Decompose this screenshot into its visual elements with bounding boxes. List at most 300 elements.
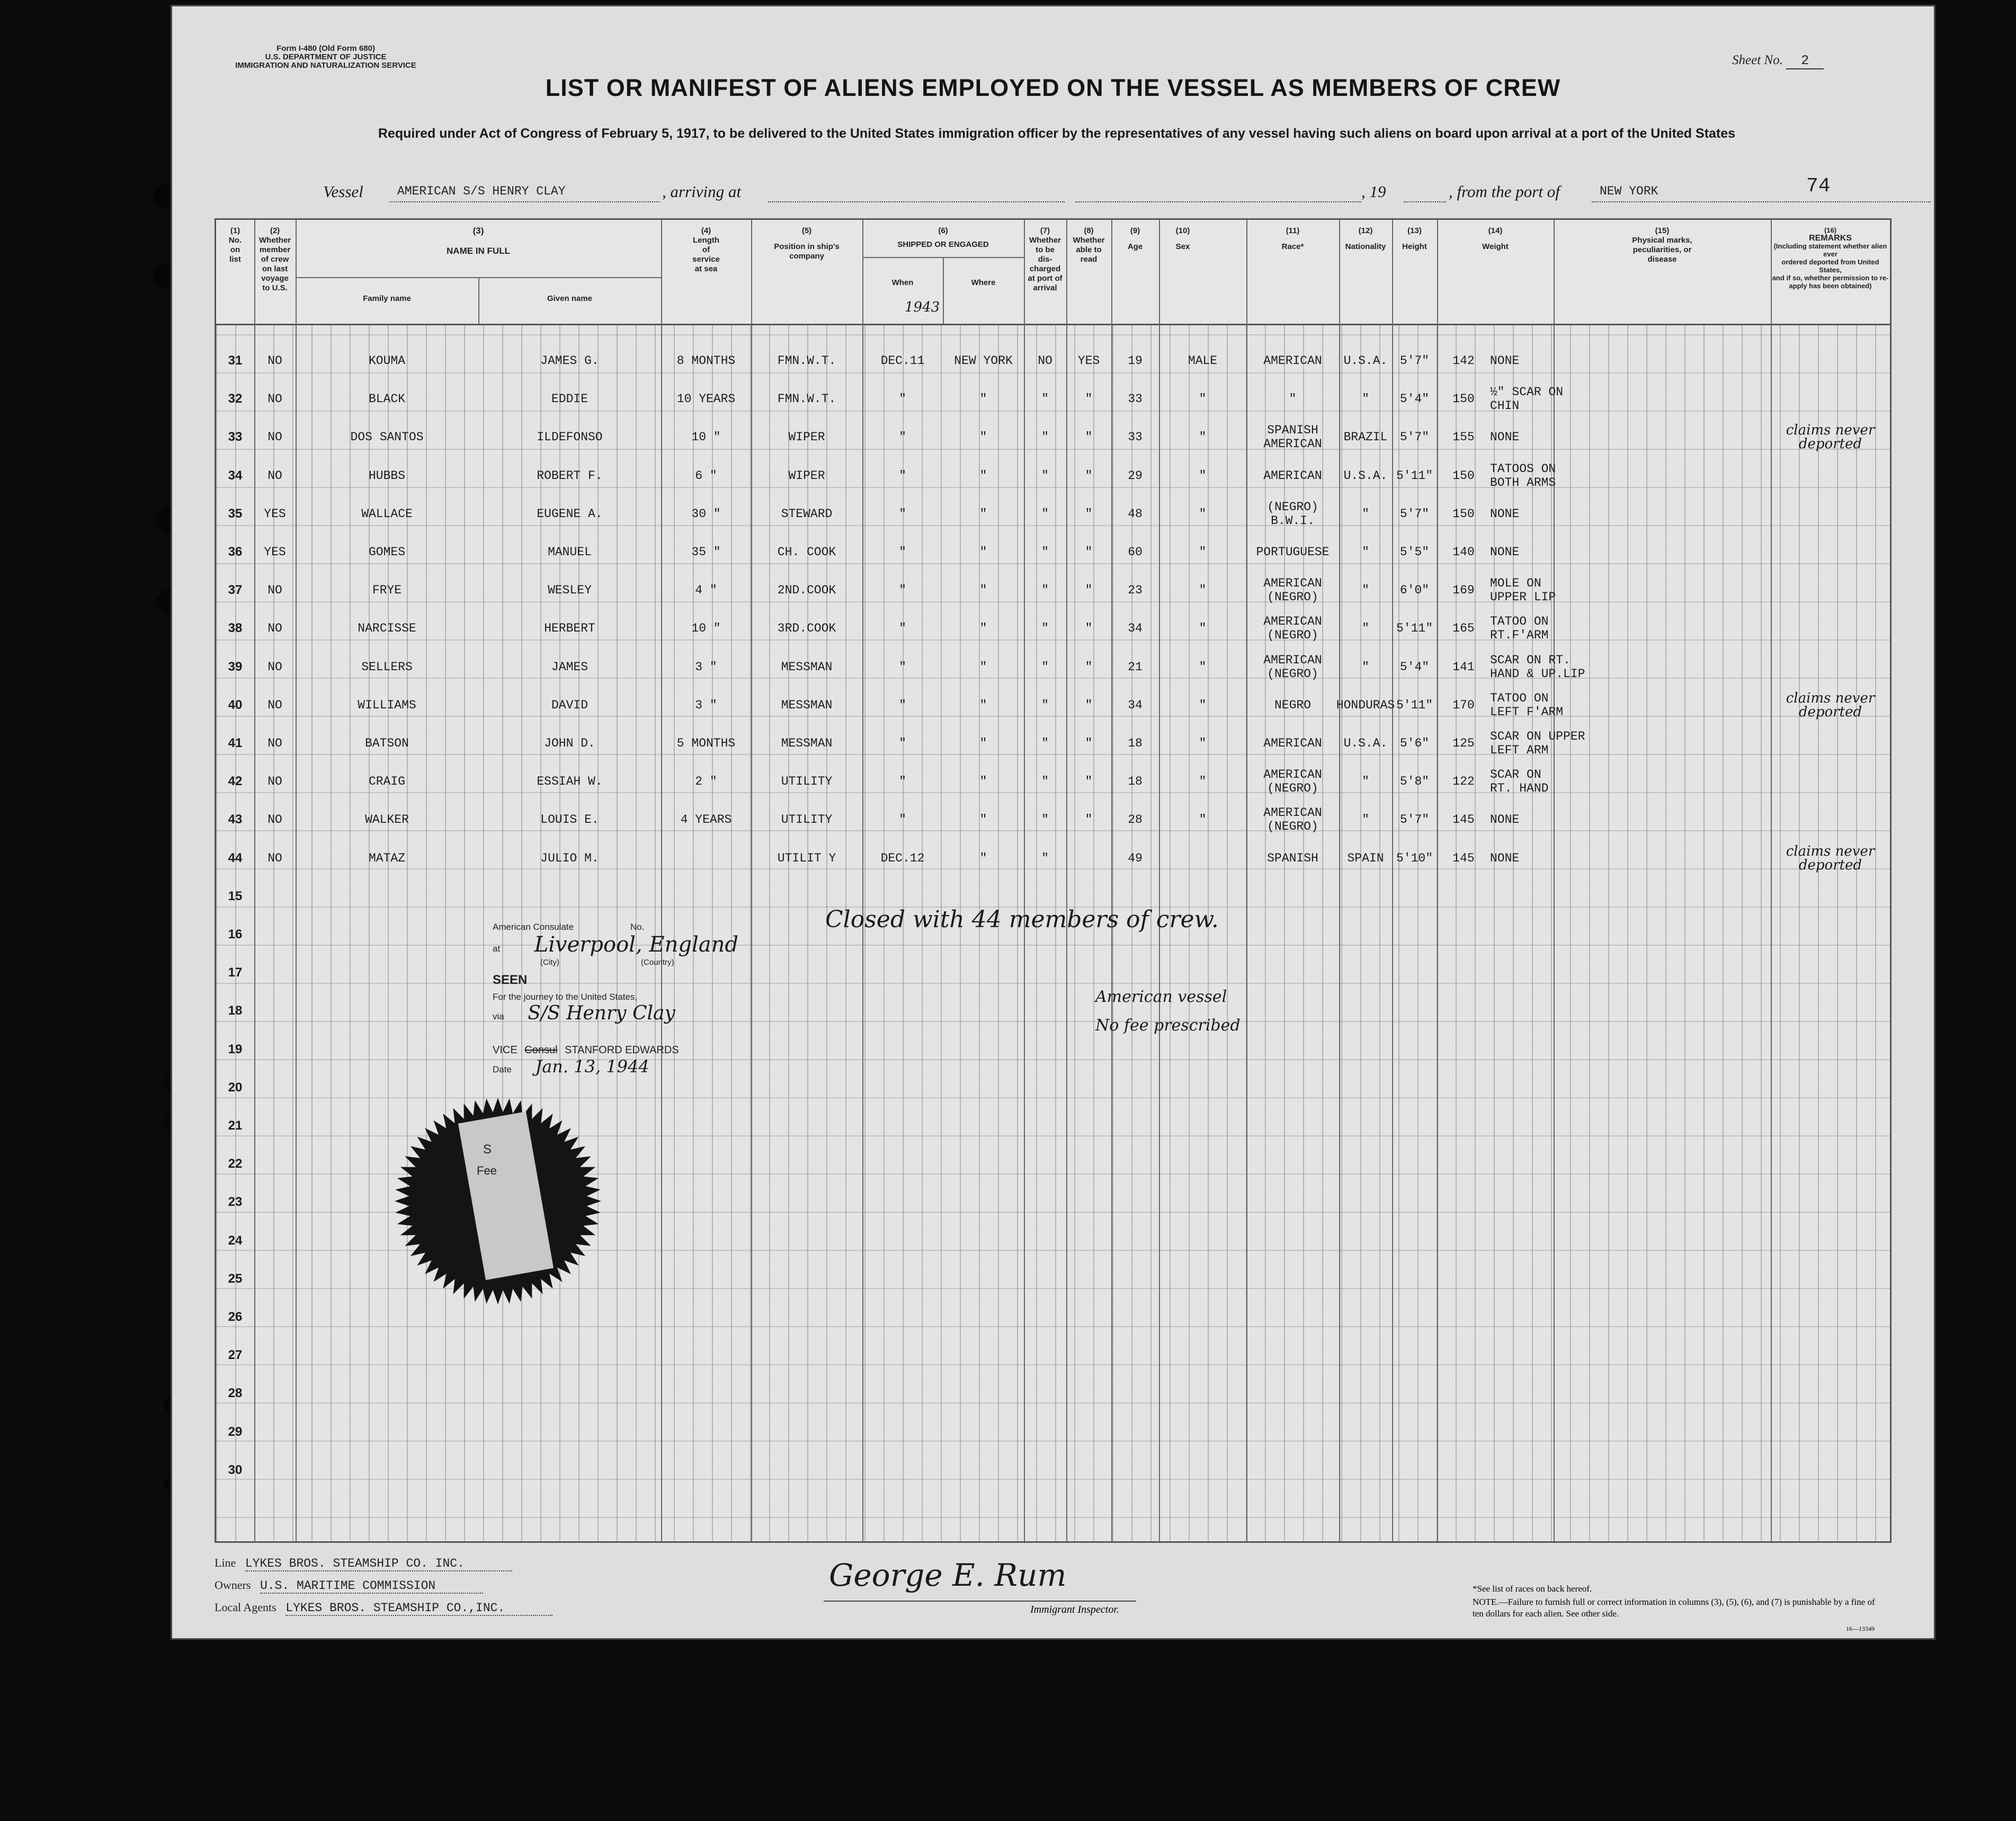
cell-disch: " <box>1041 392 1049 406</box>
cell-read: " <box>1085 813 1093 827</box>
cell-position: MESSMAN <box>781 698 833 712</box>
cell-no: 24 <box>228 1233 243 1248</box>
cell-height: 5'7" <box>1399 813 1430 827</box>
cell-family: HUBBS <box>368 468 405 483</box>
cell-sex: " <box>1199 813 1207 827</box>
cell-sex: MALE <box>1188 354 1218 368</box>
footer-agents-value: LYKES BROS. STEAMSHIP CO.,INC. <box>286 1601 552 1616</box>
stamp-ship: S/S Henry Clay <box>528 1002 675 1024</box>
cell-given: LOUIS E. <box>540 813 599 827</box>
cell-nat: " <box>1362 813 1369 827</box>
cell-remarks <box>1771 380 1890 418</box>
cell-given: EUGENE A. <box>537 507 603 521</box>
stamp-journey: For the journey to the United States, <box>493 992 638 1002</box>
cell-position: UTILIT Y <box>777 851 836 865</box>
cell-no: 40 <box>228 697 243 712</box>
cell-disch: " <box>1041 813 1049 827</box>
vessel-value: AMERICAN S/S HENRY CLAY <box>397 184 566 198</box>
cell-when: " <box>899 736 906 750</box>
consular-seal <box>392 1095 604 1307</box>
penalty-note: NOTE.—Failure to furnish full or correct information in columns (3), (5), (6), and (7) is punishable by a fine of ten dollars for each alien. See other side. <box>1473 1597 1875 1619</box>
cell-crew: NO <box>267 430 282 445</box>
cell-marks: SCAR ON UPPER LEFT ARM <box>1490 730 1585 757</box>
cell-family: DOS SANTOS <box>350 430 424 445</box>
arriving-label: , arriving at <box>662 182 741 201</box>
header-weight: (14) Weight <box>1482 226 1509 251</box>
cell-no: 17 <box>228 965 243 980</box>
cell-marks: NONE <box>1490 430 1520 445</box>
stamp-country-label: (Country) <box>641 958 674 967</box>
cell-read: " <box>1085 775 1093 789</box>
cell-age: 19 <box>1128 354 1143 368</box>
cell-crew: YES <box>264 507 286 521</box>
header-position: (5) Position in ship's company <box>774 226 840 261</box>
cell-race: SPANISH AMERICAN <box>1263 423 1322 451</box>
cell-remarks <box>1771 762 1890 801</box>
table-row <box>216 457 1890 495</box>
cell-read: " <box>1085 468 1093 483</box>
table-row <box>216 724 1890 762</box>
cell-no: 29 <box>228 1424 243 1439</box>
cell-disch: " <box>1041 660 1049 674</box>
cell-race: NEGRO <box>1274 698 1311 712</box>
stamp-via-label: via <box>493 1011 504 1021</box>
cell-nat: " <box>1362 392 1369 406</box>
cell-marks: NONE <box>1490 507 1520 521</box>
cell-where: " <box>979 545 987 559</box>
cell-when: DEC.12 <box>880 851 925 865</box>
cell-no: 23 <box>228 1195 243 1210</box>
stamp-no-label: No. <box>630 922 645 932</box>
cell-when: DEC.11 <box>880 354 925 368</box>
cell-remarks: claims never deported <box>1786 690 1875 720</box>
cell-service: 30 " <box>691 507 721 521</box>
header-name-in-full: (3) NAME IN FULL <box>447 226 510 256</box>
stamp-date-label: Date <box>493 1064 512 1074</box>
cell-remarks <box>1771 648 1890 686</box>
empty-table-row <box>216 1413 1890 1451</box>
page-title: LIST OR MANIFEST OF ALIENS EMPLOYED ON THE VESSEL AS MEMBERS OF CREW <box>545 74 1561 101</box>
cell-height: 5'8" <box>1399 775 1430 789</box>
cell-sex: " <box>1199 392 1207 406</box>
cell-sex: " <box>1199 660 1207 674</box>
cell-age: 34 <box>1128 698 1143 712</box>
cell-when: " <box>899 583 906 598</box>
cell-sex: " <box>1199 583 1207 598</box>
year-handwritten: 1943 <box>905 299 940 315</box>
stamp-date: Jan. 13, 1944 <box>535 1056 649 1077</box>
cell-marks: TATOO ON RT.F'ARM <box>1490 615 1549 643</box>
cell-nat: HONDURAS <box>1336 698 1395 712</box>
cell-where: " <box>979 507 987 521</box>
header-discharged: (7) Whether to be dis- charged at port of arrival <box>1028 226 1063 292</box>
cell-weight: 145 <box>1452 813 1475 827</box>
cell-no: 19 <box>228 1042 243 1056</box>
stamp-officer-name: STANFORD EDWARDS <box>565 1044 679 1056</box>
cell-family: BLACK <box>368 392 405 406</box>
american-vessel-note-line2: No fee prescribed <box>1095 1016 1241 1035</box>
cell-service: 35 " <box>691 545 721 559</box>
footer <box>215 1545 1888 1636</box>
consulate-stamp <box>493 922 738 1077</box>
header-age: (9) Age <box>1127 226 1143 251</box>
cell-remarks: claims never deported <box>1786 843 1875 873</box>
cell-age: 34 <box>1128 621 1143 636</box>
cell-marks: MOLE ON UPPER LIP <box>1490 576 1556 605</box>
cell-height: 5'5" <box>1399 545 1430 559</box>
cell-sex: " <box>1199 468 1207 483</box>
cell-given: JOHN D. <box>544 736 595 750</box>
cell-position: 2ND.COOK <box>777 583 836 598</box>
cell-given: HERBERT <box>544 621 595 636</box>
cell-position: FMN.W.T. <box>777 354 836 368</box>
cell-when: " <box>899 507 906 521</box>
cell-given: JAMES <box>551 660 588 674</box>
cell-crew: NO <box>267 468 282 483</box>
footer-line-value: LYKES BROS. STEAMSHIP CO. INC. <box>245 1557 512 1571</box>
cell-no: 38 <box>228 621 243 636</box>
cell-disch: " <box>1041 583 1049 598</box>
header-height: (13) Height <box>1402 226 1427 251</box>
header-family-name: Family name <box>363 294 411 303</box>
table-row <box>216 342 1890 380</box>
cell-no: 25 <box>228 1271 243 1286</box>
cell-disch: " <box>1041 698 1049 712</box>
cell-service: 2 " <box>695 775 717 789</box>
cell-disch: " <box>1041 736 1049 750</box>
empty-table-row <box>216 1031 1890 1069</box>
header-remarks: (16) REMARKS (Including statement whether alien ever ordered deported from United States, and if so, whether permission to re- apply has been obtained) <box>1772 226 1889 290</box>
table-row <box>216 418 1890 456</box>
seal-stamp-letter: S <box>483 1142 492 1157</box>
cell-no: 27 <box>228 1348 243 1363</box>
cell-family: GOMES <box>368 545 405 559</box>
cell-position: STEWARD <box>781 507 833 521</box>
cell-disch: " <box>1041 507 1049 521</box>
empty-table-row <box>216 954 1890 992</box>
cell-race: AMERICAN <box>1263 468 1322 483</box>
cell-height: 5'10" <box>1396 851 1433 865</box>
cell-sex <box>1159 839 1246 877</box>
cell-no: 16 <box>228 927 243 941</box>
cell-age: 18 <box>1128 736 1143 750</box>
cell-when: " <box>899 775 906 789</box>
table-row <box>216 609 1890 647</box>
table-row <box>216 380 1890 418</box>
cell-disch: " <box>1041 430 1049 445</box>
closing-note: Closed with 44 members of crew. <box>825 906 1219 933</box>
inspector-signature: George E. Rum <box>829 1557 1067 1593</box>
cell-race: AMERICAN (NEGRO) <box>1263 768 1322 796</box>
cell-crew: NO <box>267 736 282 750</box>
cell-race: AMERICAN <box>1263 354 1322 368</box>
cell-race: AMERICAN (NEGRO) <box>1263 653 1322 681</box>
cell-height: 6'0" <box>1399 583 1430 598</box>
cell-read: " <box>1085 507 1093 521</box>
footer-agents-label: Local Agents <box>215 1601 276 1614</box>
cell-where: " <box>979 430 987 445</box>
cell-disch: " <box>1041 851 1049 865</box>
cell-service: 5 MONTHS <box>676 736 736 750</box>
cell-height: 5'11" <box>1396 468 1433 483</box>
cell-when: " <box>899 660 906 674</box>
cell-remarks: claims never deported <box>1786 422 1875 452</box>
cell-when: " <box>899 545 906 559</box>
cell-family: MATAZ <box>368 851 405 865</box>
empty-table-row <box>216 1451 1890 1489</box>
cell-age: 49 <box>1128 851 1143 865</box>
cell-race: AMERICAN <box>1263 736 1322 750</box>
table-row <box>216 762 1890 801</box>
cell-no: 22 <box>228 1157 243 1171</box>
stamp-at-label: at <box>493 944 501 954</box>
cell-nat: U.S.A. <box>1343 736 1388 750</box>
stamp-officer-title: VICE <box>493 1044 518 1056</box>
cell-crew: YES <box>264 545 286 559</box>
cell-weight: 125 <box>1452 736 1475 750</box>
cell-crew: NO <box>267 660 282 674</box>
cell-family: BATSON <box>365 736 409 750</box>
cell-read: " <box>1085 660 1093 674</box>
cell-where: " <box>979 468 987 483</box>
cell-given: ESSIAH W. <box>537 775 603 789</box>
cell-position: MESSMAN <box>781 736 833 750</box>
cell-family: WALLACE <box>361 507 413 521</box>
cell-race: (NEGRO) B.W.I. <box>1267 500 1318 528</box>
cell-race: AMERICAN (NEGRO) <box>1263 806 1322 834</box>
cell-race: SPANISH <box>1267 851 1318 865</box>
cell-no: 34 <box>228 468 243 483</box>
cell-marks: SCAR ON RT. HAND & UP.LIP <box>1490 653 1585 681</box>
inspector-label: Immigrant Inspector. <box>1030 1604 1119 1615</box>
cell-crew: NO <box>267 698 282 712</box>
cell-disch: " <box>1041 545 1049 559</box>
stamp-city: Liverpool, England <box>534 932 738 957</box>
table-row <box>216 533 1890 571</box>
cell-marks: TATOOS ON BOTH ARMS <box>1490 461 1556 490</box>
american-vessel-note-line1: American vessel <box>1095 988 1227 1006</box>
cell-position: UTILITY <box>781 813 833 827</box>
service-name: IMMIGRATION AND NATURALIZATION SERVICE <box>235 61 416 70</box>
cell-remarks <box>1771 609 1890 647</box>
cell-weight: 150 <box>1452 468 1475 483</box>
vessel-line <box>323 182 1912 209</box>
header-crew-last-voyage: (2) Whether member of crew on last voyage to U.S. <box>259 226 291 292</box>
cell-nat: " <box>1362 621 1369 636</box>
cell-nat: " <box>1362 775 1369 789</box>
cell-given: WESLEY <box>548 583 592 598</box>
cell-marks: TATOO ON LEFT F'ARM <box>1490 691 1564 719</box>
cell-service: 10 " <box>691 430 721 445</box>
cell-nat: " <box>1362 660 1369 674</box>
cell-when: " <box>899 430 906 445</box>
header-sex: (10) Sex <box>1175 226 1190 251</box>
cell-crew: NO <box>267 583 282 598</box>
cell-given: ILDEFONSO <box>537 430 603 445</box>
cell-height: 5'11" <box>1396 698 1433 712</box>
header-given-name: Given name <box>547 294 593 303</box>
cell-family: NARCISSE <box>358 621 416 636</box>
cell-read: " <box>1085 392 1093 406</box>
page-number: 74 <box>1806 175 1831 198</box>
cell-marks: NONE <box>1490 851 1520 865</box>
cell-family: FRYE <box>372 583 402 598</box>
cell-disch: " <box>1041 468 1049 483</box>
cell-weight: 170 <box>1452 698 1475 712</box>
cell-service: 10 " <box>691 621 721 636</box>
stamp-officer-struck: Consul <box>524 1044 558 1056</box>
cell-read <box>1066 839 1111 877</box>
cell-no: 41 <box>228 736 243 750</box>
cell-where: " <box>979 621 987 636</box>
cell-height: 5'11" <box>1396 621 1433 636</box>
cell-service: 10 YEARS <box>676 392 736 406</box>
cell-given: ROBERT F. <box>537 468 603 483</box>
cell-position: WIPER <box>788 468 825 483</box>
cell-service: 3 " <box>695 698 717 712</box>
cell-sex: " <box>1199 736 1207 750</box>
cell-sex: " <box>1199 507 1207 521</box>
empty-table-row <box>216 1336 1890 1374</box>
sheet-number-label: Sheet No. <box>1732 53 1783 67</box>
cell-service: 4 YEARS <box>680 813 732 827</box>
cell-remarks <box>1771 457 1890 495</box>
cell-marks: NONE <box>1490 813 1520 827</box>
cell-nat: " <box>1362 545 1369 559</box>
cell-age: 29 <box>1128 468 1143 483</box>
cell-given: JULIO M. <box>540 851 599 865</box>
cell-height: 5'6" <box>1399 736 1430 750</box>
cell-sex: " <box>1199 775 1207 789</box>
cell-age: 28 <box>1128 813 1143 827</box>
header-able-to-read: (8) Whether able to read <box>1073 226 1105 264</box>
cell-read: " <box>1085 583 1093 598</box>
cell-race: " <box>1289 392 1297 406</box>
cell-where: " <box>979 736 987 750</box>
cell-service: 6 " <box>695 468 717 483</box>
cell-remarks <box>1771 342 1890 380</box>
cell-given: JAMES G. <box>540 354 599 368</box>
cell-no: 44 <box>228 850 243 865</box>
table-row <box>216 648 1890 686</box>
cell-weight: 140 <box>1452 545 1475 559</box>
cell-age: 23 <box>1128 583 1143 598</box>
cell-no: 31 <box>228 353 243 368</box>
cell-weight: 150 <box>1452 392 1475 406</box>
manifest-sheet <box>172 6 1934 1638</box>
footer-owners-label: Owners <box>215 1578 251 1592</box>
cell-remarks <box>1771 533 1890 571</box>
cell-crew: NO <box>267 813 282 827</box>
cell-age: 33 <box>1128 392 1143 406</box>
header-shipped-engaged: (6) SHIPPED OR ENGAGED <box>897 226 989 249</box>
cell-read: " <box>1085 430 1093 445</box>
cell-no: 33 <box>228 430 243 445</box>
stamp-city-label: (City) <box>540 958 559 967</box>
table-row <box>216 686 1890 724</box>
stamp-consulate-label: American Consulate <box>493 922 574 932</box>
cell-nat: " <box>1362 507 1369 521</box>
seal-fee-label: Fee <box>477 1164 497 1177</box>
cell-age: 48 <box>1128 507 1143 521</box>
cell-age: 33 <box>1128 430 1143 445</box>
cell-no: 37 <box>228 583 243 598</box>
sheet-number <box>1732 53 1824 68</box>
footer-agents <box>215 1601 552 1615</box>
cell-position: MESSMAN <box>781 660 833 674</box>
header-race: (11) Race* <box>1281 226 1304 251</box>
table-row <box>216 801 1890 839</box>
crew-table <box>215 218 1892 1543</box>
footer-line <box>215 1556 512 1570</box>
cell-no: 18 <box>228 1003 243 1018</box>
cell-sex: " <box>1199 621 1207 636</box>
form-id <box>220 45 432 70</box>
cell-remarks <box>1771 495 1890 533</box>
cell-where: " <box>979 851 987 865</box>
cell-nat: " <box>1362 583 1369 598</box>
cell-when: " <box>899 468 906 483</box>
cell-crew: NO <box>267 392 282 406</box>
cell-family: WILLIAMS <box>358 698 416 712</box>
header-physical-marks: (15) Physical marks, peculiarities, or disease <box>1632 226 1692 264</box>
department-name: U.S. DEPARTMENT OF JUSTICE <box>265 52 387 61</box>
cell-height: 5'7" <box>1399 507 1430 521</box>
cell-remarks <box>1771 724 1890 762</box>
cell-marks: SCAR ON RT. HAND <box>1490 768 1549 796</box>
cell-given: MANUEL <box>548 545 592 559</box>
cell-family: CRAIG <box>368 775 405 789</box>
table-row <box>216 495 1890 533</box>
cell-no: 42 <box>228 774 243 789</box>
cell-no: 32 <box>228 392 243 406</box>
cell-remarks <box>1771 801 1890 839</box>
cell-position: CH. COOK <box>777 545 836 559</box>
cell-given: EDDIE <box>551 392 588 406</box>
footer-owners <box>215 1578 483 1593</box>
empty-table-row <box>216 1374 1890 1413</box>
cell-height: 5'7" <box>1399 430 1430 445</box>
header-no: (1) No. on list <box>228 226 242 264</box>
cell-read: YES <box>1077 354 1100 368</box>
cell-weight: 165 <box>1452 621 1475 636</box>
american-vessel-note <box>1095 983 1241 1040</box>
from-port-value: NEW YORK <box>1600 184 1658 198</box>
cell-read: " <box>1085 545 1093 559</box>
cell-where: NEW YORK <box>954 354 1013 368</box>
cell-no: 20 <box>228 1080 243 1095</box>
cell-height: 5'4" <box>1399 660 1430 674</box>
races-note: *See list of races on back hereof. <box>1473 1584 1592 1594</box>
footer-line-label: Line <box>215 1556 236 1569</box>
cell-service <box>661 839 751 877</box>
cell-no: 15 <box>228 889 243 903</box>
cell-race: PORTUGUESE <box>1256 545 1330 559</box>
cell-nat: U.S.A. <box>1343 468 1388 483</box>
cell-no: 35 <box>228 506 243 521</box>
table-row <box>216 839 1890 877</box>
cell-crew: NO <box>267 851 282 865</box>
cell-where: " <box>979 813 987 827</box>
cell-weight: 122 <box>1452 775 1475 789</box>
vessel-label: Vessel <box>323 182 363 201</box>
cell-nat: BRAZIL <box>1343 430 1388 445</box>
cell-age: 60 <box>1128 545 1143 559</box>
cell-height: 5'7" <box>1399 354 1430 368</box>
cell-where: " <box>979 698 987 712</box>
cell-disch: " <box>1041 775 1049 789</box>
cell-race: AMERICAN (NEGRO) <box>1263 576 1322 605</box>
